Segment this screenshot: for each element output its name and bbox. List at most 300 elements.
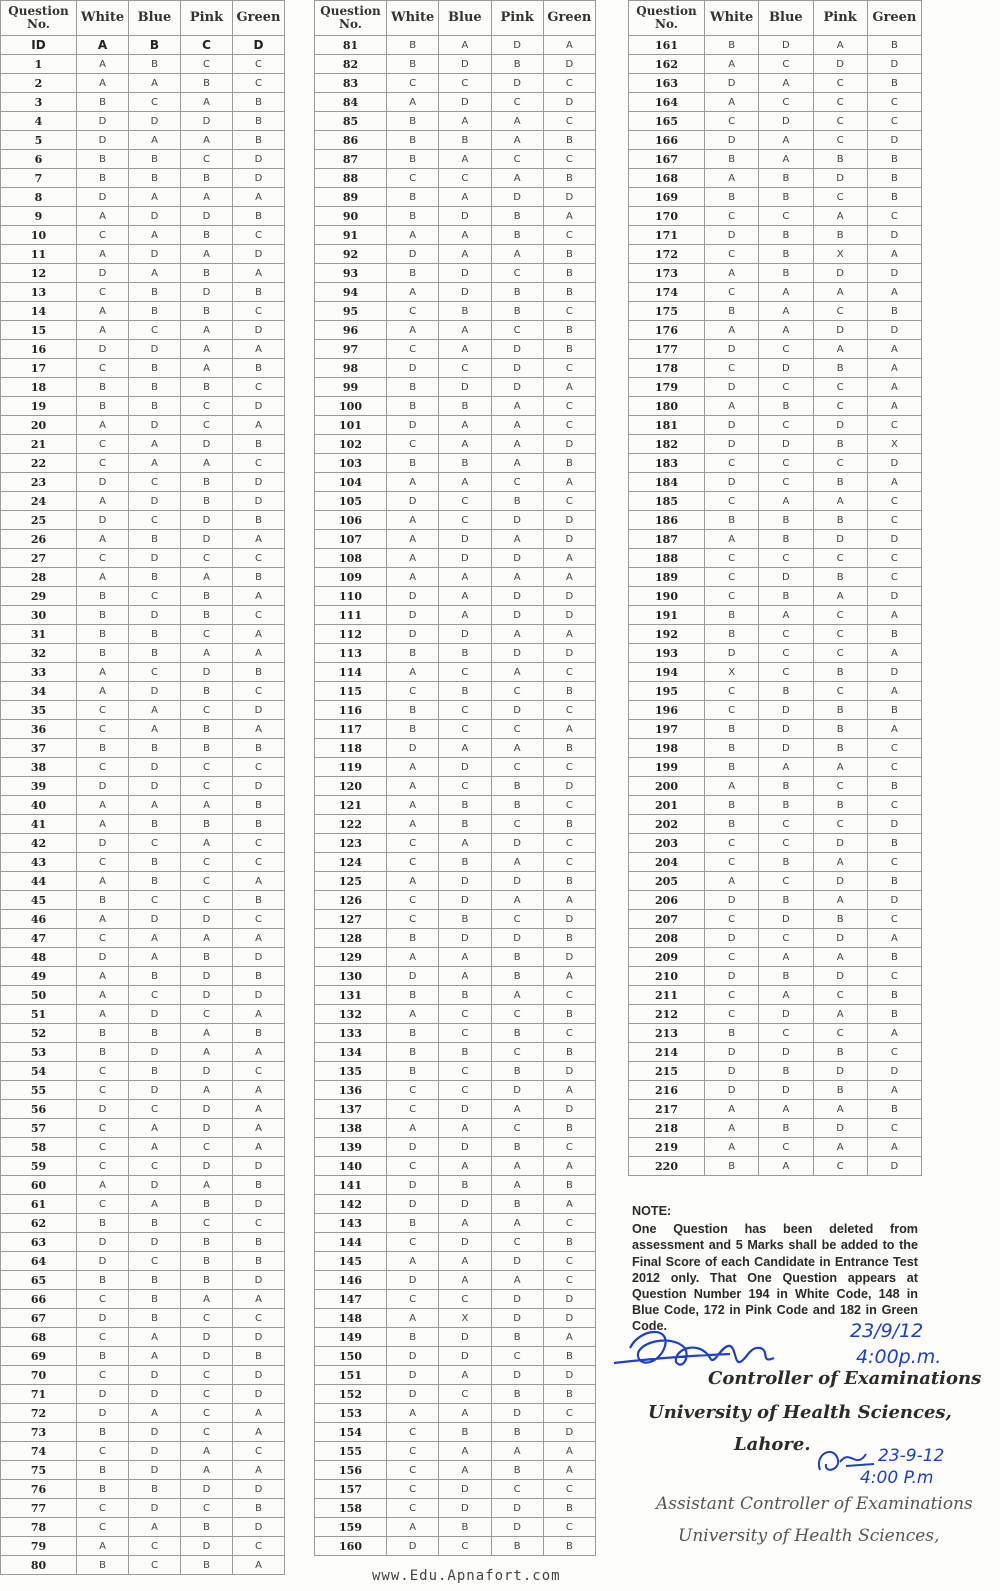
blue-answer-cell: D	[759, 701, 813, 720]
green-answer-cell: C	[543, 701, 595, 720]
pink-answer-cell: D	[491, 340, 543, 359]
white-answer-cell: D	[77, 1385, 129, 1404]
table-row	[315, 1138, 596, 1157]
blue-answer-cell: B	[439, 397, 491, 416]
blue-answer-cell: C	[439, 74, 491, 93]
question-number-cell: 40	[1, 796, 77, 815]
white-answer-cell: A	[387, 530, 439, 549]
green-answer-cell: D	[233, 492, 285, 511]
white-answer-cell: D	[705, 74, 759, 93]
blue-answer-cell: C	[759, 815, 813, 834]
table-row	[629, 739, 922, 758]
question-number-cell: 48	[1, 948, 77, 967]
green-answer-cell: C	[867, 207, 921, 226]
blue-answer-cell: A	[759, 283, 813, 302]
table-row	[315, 150, 596, 169]
question-number-cell: 82	[315, 55, 387, 74]
table-row	[629, 378, 922, 397]
pink-answer-cell: B	[813, 150, 867, 169]
question-number-cell: 27	[1, 549, 77, 568]
table-row	[315, 473, 596, 492]
table-row	[315, 549, 596, 568]
header-question-no: Question No.	[1, 1, 77, 36]
white-answer-cell: C	[705, 454, 759, 473]
blue-answer-cell: B	[439, 1518, 491, 1537]
pink-answer-cell: B	[491, 226, 543, 245]
pink-answer-cell: B	[181, 682, 233, 701]
table-row	[1, 948, 285, 967]
white-answer-cell: B	[387, 986, 439, 1005]
pink-answer-cell: B	[181, 606, 233, 625]
table-row	[315, 302, 596, 321]
table-row	[1, 1100, 285, 1119]
question-number-cell: 47	[1, 929, 77, 948]
green-answer-cell: A	[867, 378, 921, 397]
blue-answer-cell: A	[439, 606, 491, 625]
white-answer-cell: D	[705, 929, 759, 948]
question-number-cell: 8	[1, 188, 77, 207]
blue-answer-cell: B	[439, 1176, 491, 1195]
question-number-cell: 76	[1, 1480, 77, 1499]
table-row	[629, 207, 922, 226]
white-answer-cell: B	[77, 93, 129, 112]
pink-answer-cell: C	[813, 682, 867, 701]
green-answer-cell: B	[233, 1499, 285, 1518]
table-row	[1, 1423, 285, 1442]
pink-answer-cell: D	[181, 910, 233, 929]
table-row	[315, 739, 596, 758]
white-answer-cell: B	[705, 739, 759, 758]
green-answer-cell: A	[543, 1328, 595, 1347]
blue-answer-cell: A	[129, 74, 181, 93]
question-number-cell: 206	[629, 891, 705, 910]
white-answer-cell: D	[77, 131, 129, 150]
table-row	[315, 625, 596, 644]
blue-answer-cell: B	[759, 245, 813, 264]
white-answer-cell: A	[77, 1005, 129, 1024]
white-answer-cell: D	[705, 967, 759, 986]
pink-answer-cell: C	[181, 1423, 233, 1442]
blue-answer-cell: D	[439, 55, 491, 74]
blue-answer-cell: B	[759, 1062, 813, 1081]
pink-answer-cell: A	[491, 625, 543, 644]
question-number-cell: 109	[315, 568, 387, 587]
question-number-cell: 26	[1, 530, 77, 549]
white-answer-cell: D	[387, 359, 439, 378]
pink-answer-cell: A	[813, 853, 867, 872]
white-answer-cell: C	[77, 359, 129, 378]
pink-answer-cell: B	[181, 1252, 233, 1271]
pink-answer-cell: C	[181, 1499, 233, 1518]
blue-answer-cell: C	[129, 663, 181, 682]
white-answer-cell: C	[387, 910, 439, 929]
pink-answer-cell: B	[181, 948, 233, 967]
white-answer-cell: C	[77, 1195, 129, 1214]
pink-answer-cell: B	[491, 967, 543, 986]
green-answer-cell: D	[233, 986, 285, 1005]
table-row	[315, 872, 596, 891]
blue-answer-cell: D	[129, 910, 181, 929]
table-row	[315, 815, 596, 834]
question-number-cell: 186	[629, 511, 705, 530]
pink-answer-cell: B	[813, 473, 867, 492]
question-number-cell: 99	[315, 378, 387, 397]
table-row	[1, 131, 285, 150]
table-row	[315, 435, 596, 454]
white-answer-cell: A	[77, 530, 129, 549]
question-number-cell: 23	[1, 473, 77, 492]
blue-answer-cell: B	[129, 378, 181, 397]
blue-answer-cell: A	[129, 929, 181, 948]
pink-answer-cell: C	[181, 397, 233, 416]
table-row	[315, 245, 596, 264]
green-answer-cell: A	[233, 416, 285, 435]
white-answer-cell: A	[387, 226, 439, 245]
white-answer-cell: A	[77, 663, 129, 682]
pink-answer-cell: D	[181, 283, 233, 302]
blue-answer-cell: C	[439, 1081, 491, 1100]
white-answer-cell: A	[387, 1005, 439, 1024]
blue-answer-cell: B	[439, 302, 491, 321]
pink-answer-cell: A	[813, 36, 867, 55]
white-answer-cell: C	[77, 1157, 129, 1176]
question-number-cell: 213	[629, 1024, 705, 1043]
question-number-cell: 13	[1, 283, 77, 302]
blue-answer-cell: B	[129, 150, 181, 169]
white-answer-cell: B	[387, 378, 439, 397]
answer-key-table-3	[628, 0, 922, 1176]
question-number-cell: 94	[315, 283, 387, 302]
pink-answer-cell: A	[181, 321, 233, 340]
white-answer-cell: D	[387, 1537, 439, 1556]
table-row	[629, 625, 922, 644]
question-number-cell: 5	[1, 131, 77, 150]
pink-answer-cell: C	[491, 910, 543, 929]
question-number-cell: 28	[1, 568, 77, 587]
blue-answer-cell: D	[129, 1442, 181, 1461]
green-answer-cell: A	[233, 1556, 285, 1575]
green-answer-cell: D	[867, 321, 921, 340]
table-row	[629, 245, 922, 264]
blue-answer-cell: A	[439, 739, 491, 758]
white-answer-cell: A	[387, 1309, 439, 1328]
green-answer-cell: D	[543, 777, 595, 796]
pink-answer-cell: C	[491, 1480, 543, 1499]
table-row	[629, 397, 922, 416]
pink-answer-cell: A	[491, 530, 543, 549]
question-number-cell: 54	[1, 1062, 77, 1081]
green-answer-cell: D	[233, 169, 285, 188]
blue-answer-cell: C	[129, 1157, 181, 1176]
table-row	[315, 112, 596, 131]
question-number-cell: 170	[629, 207, 705, 226]
pink-answer-cell: C	[813, 625, 867, 644]
green-answer-cell: B	[543, 1176, 595, 1195]
question-number-cell: 7	[1, 169, 77, 188]
table-row	[1, 283, 285, 302]
white-answer-cell: A	[77, 1176, 129, 1195]
table-row	[315, 1366, 596, 1385]
question-number-cell: 169	[629, 188, 705, 207]
pink-answer-cell: B	[813, 720, 867, 739]
answer-key-table-2	[314, 0, 596, 1556]
pink-answer-cell: D	[181, 112, 233, 131]
question-number-cell: 210	[629, 967, 705, 986]
pink-answer-cell: D	[813, 872, 867, 891]
table-row	[315, 1328, 596, 1347]
table-row	[315, 568, 596, 587]
green-answer-cell: D	[233, 1271, 285, 1290]
header-blue: Blue	[439, 1, 491, 36]
pink-answer-cell: A	[491, 1157, 543, 1176]
blue-answer-cell: C	[759, 663, 813, 682]
question-number-cell: 179	[629, 378, 705, 397]
green-answer-cell: A	[233, 1290, 285, 1309]
table-row	[1, 245, 285, 264]
white-answer-cell: C	[387, 1081, 439, 1100]
green-answer-cell: D	[543, 55, 595, 74]
green-answer-cell: B	[543, 321, 595, 340]
question-number-cell: 79	[1, 1537, 77, 1556]
question-number-cell: 121	[315, 796, 387, 815]
blue-answer-cell: A	[759, 948, 813, 967]
white-answer-cell: D	[387, 1176, 439, 1195]
pink-answer-cell: A	[813, 283, 867, 302]
white-answer-cell: B	[705, 1024, 759, 1043]
white-answer-cell: C	[705, 207, 759, 226]
green-answer-cell: A	[867, 644, 921, 663]
pink-answer-cell: C	[491, 1119, 543, 1138]
question-number-cell: 31	[1, 625, 77, 644]
white-answer-cell: A	[705, 264, 759, 283]
green-answer-cell: C	[233, 302, 285, 321]
green-answer-cell: B	[233, 663, 285, 682]
question-number-cell: 141	[315, 1176, 387, 1195]
white-answer-cell: C	[705, 701, 759, 720]
blue-answer-cell: B	[439, 682, 491, 701]
blue-answer-cell: D	[129, 207, 181, 226]
blue-answer-cell: B	[439, 910, 491, 929]
blue-answer-cell: D	[439, 1233, 491, 1252]
question-number-cell: 44	[1, 872, 77, 891]
green-answer-cell: A	[543, 1081, 595, 1100]
table-row	[315, 1271, 596, 1290]
pink-answer-cell: C	[181, 416, 233, 435]
question-number-cell: 84	[315, 93, 387, 112]
blue-answer-cell: A	[759, 1100, 813, 1119]
blue-answer-cell: C	[759, 625, 813, 644]
blue-answer-cell: B	[129, 359, 181, 378]
header-green: Green	[233, 1, 285, 36]
table-row	[1, 1005, 285, 1024]
table-row	[1, 378, 285, 397]
green-answer-cell: D	[233, 150, 285, 169]
blue-answer-cell: D	[129, 758, 181, 777]
blue-answer-cell: D	[439, 549, 491, 568]
pink-answer-cell: D	[491, 834, 543, 853]
green-answer-cell: B	[233, 1347, 285, 1366]
blue-answer-cell: D	[439, 1499, 491, 1518]
question-number-cell: 69	[1, 1347, 77, 1366]
question-number-cell: 145	[315, 1252, 387, 1271]
question-number-cell: 83	[315, 74, 387, 93]
blue-answer-cell: B	[439, 853, 491, 872]
white-answer-cell: D	[387, 1271, 439, 1290]
blue-answer-cell: A	[129, 701, 181, 720]
white-answer-cell: B	[77, 1556, 129, 1575]
question-number-cell: 144	[315, 1233, 387, 1252]
white-answer-cell: A	[387, 1252, 439, 1271]
pink-answer-cell: C	[491, 758, 543, 777]
green-answer-cell: B	[543, 283, 595, 302]
table-row	[315, 454, 596, 473]
question-number-cell: 32	[1, 644, 77, 663]
blue-answer-cell: D	[129, 1176, 181, 1195]
question-number-cell: 187	[629, 530, 705, 549]
blue-answer-cell: C	[439, 1024, 491, 1043]
table-row	[315, 1214, 596, 1233]
green-answer-cell: C	[543, 834, 595, 853]
table-row	[1, 1309, 285, 1328]
green-answer-cell: C	[543, 302, 595, 321]
pink-answer-cell: C	[491, 473, 543, 492]
green-answer-cell: C	[867, 416, 921, 435]
question-number-cell: 171	[629, 226, 705, 245]
blue-answer-cell: C	[759, 454, 813, 473]
controller-time: 4:00p.m.	[856, 1346, 942, 1368]
table-row	[629, 948, 922, 967]
green-answer-cell: D	[543, 511, 595, 530]
white-answer-cell: D	[387, 492, 439, 511]
white-answer-cell: A	[387, 777, 439, 796]
pink-answer-cell: C	[181, 853, 233, 872]
green-answer-cell: B	[543, 872, 595, 891]
white-answer-cell: C	[705, 587, 759, 606]
table-row	[629, 758, 922, 777]
table-row	[315, 948, 596, 967]
table-row	[629, 834, 922, 853]
green-answer-cell: B	[543, 1385, 595, 1404]
blue-answer-cell: C	[759, 473, 813, 492]
question-number-cell: 185	[629, 492, 705, 511]
pink-answer-cell: D	[181, 1347, 233, 1366]
pink-answer-cell: D	[181, 1062, 233, 1081]
header-pink: Pink	[813, 1, 867, 36]
blue-answer-cell: B	[439, 796, 491, 815]
white-answer-cell: C	[77, 720, 129, 739]
pink-answer-cell: D	[491, 587, 543, 606]
white-answer-cell: C	[77, 435, 129, 454]
question-number-cell: 21	[1, 435, 77, 454]
white-answer-cell: B	[77, 739, 129, 758]
blue-answer-cell: B	[129, 1214, 181, 1233]
green-answer-cell: A	[233, 1461, 285, 1480]
white-answer-cell: B	[387, 264, 439, 283]
blue-answer-cell: A	[759, 302, 813, 321]
green-answer-cell: B	[233, 815, 285, 834]
question-number-cell: 198	[629, 739, 705, 758]
pink-answer-cell: A	[181, 1290, 233, 1309]
pink-answer-cell: D	[181, 1537, 233, 1556]
question-number-cell: 80	[1, 1556, 77, 1575]
white-answer-cell: A	[77, 1537, 129, 1556]
pink-answer-cell: B	[181, 1233, 233, 1252]
white-answer-cell: B	[705, 302, 759, 321]
pink-answer-cell: B	[181, 1518, 233, 1537]
table-row	[315, 853, 596, 872]
pink-answer-cell: D	[813, 416, 867, 435]
white-answer-cell: D	[77, 1404, 129, 1423]
table-row	[1, 1176, 285, 1195]
green-answer-cell: B	[543, 815, 595, 834]
white-answer-cell: B	[77, 1271, 129, 1290]
green-answer-cell: C	[867, 796, 921, 815]
green-answer-cell: B	[867, 834, 921, 853]
question-number-cell: 189	[629, 568, 705, 587]
question-number-cell: 175	[629, 302, 705, 321]
white-answer-cell: B	[387, 1328, 439, 1347]
pink-answer-cell: D	[813, 169, 867, 188]
green-answer-cell: A	[543, 1461, 595, 1480]
green-answer-cell: C	[867, 1119, 921, 1138]
white-answer-cell: A	[387, 796, 439, 815]
header-green: Green	[543, 1, 595, 36]
white-answer-cell: D	[705, 891, 759, 910]
question-number-cell: 51	[1, 1005, 77, 1024]
question-number-cell: 75	[1, 1461, 77, 1480]
table-row	[1, 967, 285, 986]
pink-answer-cell: C	[491, 720, 543, 739]
blue-answer-cell: A	[439, 1214, 491, 1233]
green-answer-cell: A	[233, 1005, 285, 1024]
id-blue: B	[129, 36, 181, 55]
blue-answer-cell: B	[759, 226, 813, 245]
question-number-cell: 136	[315, 1081, 387, 1100]
question-number-cell: 150	[315, 1347, 387, 1366]
table-row	[1, 1328, 285, 1347]
table-row	[1, 1385, 285, 1404]
pink-answer-cell: B	[813, 435, 867, 454]
pink-answer-cell: D	[491, 188, 543, 207]
table-row	[315, 606, 596, 625]
pink-answer-cell: B	[181, 815, 233, 834]
pink-answer-cell: C	[491, 1005, 543, 1024]
blue-answer-cell: B	[129, 283, 181, 302]
blue-answer-cell: D	[129, 1385, 181, 1404]
pink-answer-cell: C	[181, 872, 233, 891]
table-row	[1, 454, 285, 473]
blue-answer-cell: D	[759, 910, 813, 929]
question-number-cell: 34	[1, 682, 77, 701]
table-row	[629, 891, 922, 910]
green-answer-cell: C	[543, 986, 595, 1005]
table-row	[1, 1290, 285, 1309]
pink-answer-cell: A	[813, 1100, 867, 1119]
pink-answer-cell: B	[491, 55, 543, 74]
blue-answer-cell: D	[759, 1005, 813, 1024]
table-row	[1, 1442, 285, 1461]
question-number-cell: 158	[315, 1499, 387, 1518]
question-number-cell: 156	[315, 1461, 387, 1480]
question-number-cell: 42	[1, 834, 77, 853]
pink-answer-cell: D	[181, 1119, 233, 1138]
white-answer-cell: D	[387, 245, 439, 264]
pink-answer-cell: C	[813, 93, 867, 112]
blue-answer-cell: B	[129, 815, 181, 834]
table-row	[315, 36, 596, 55]
pink-answer-cell: A	[813, 492, 867, 511]
green-answer-cell: C	[543, 796, 595, 815]
